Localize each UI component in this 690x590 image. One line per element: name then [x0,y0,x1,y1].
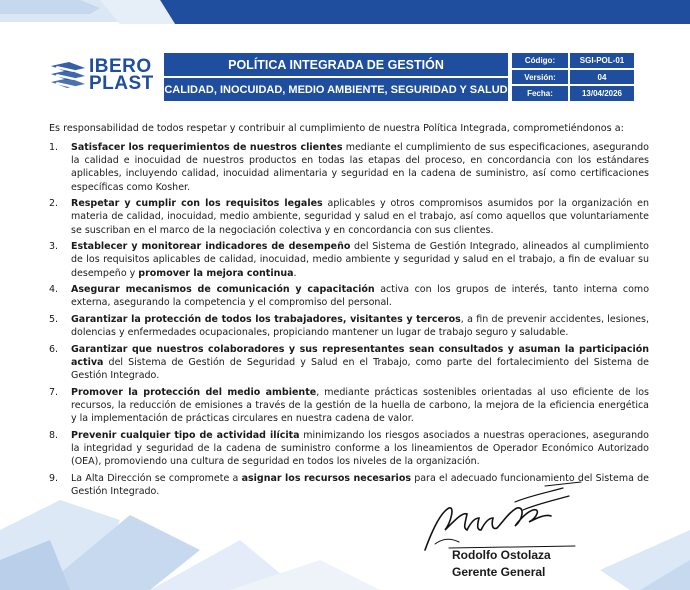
item-number: 7. [49,386,59,398]
meta-row-code [511,52,635,69]
meta-label: Versión: [511,69,569,86]
item-bold-text: Garantizar que nuestros colaboradores y sus representantes sean consultados y asuman la participación activa [71,343,649,368]
list-item [49,141,649,194]
item-bold-text: Establecer y monitorear indicadores de desempeño [71,241,351,253]
item-bold-text: Promover la protección del medio ambiente [71,386,317,398]
item-text: del Sistema de Gestión Integrado, alineados al cumplimiento de los requisitos aplicables de calidad, inocuidad, medio ambiente y seguridad y salud en el trabajo, a fin de evaluar su desempeño y [71,241,649,279]
item-bold-text: asignar los recursos necesarios [241,472,411,484]
list-item [49,313,649,339]
handwritten-signature-icon [405,478,595,558]
item-bold-text: Respetar y cumplir con los requisitos legales [71,198,323,210]
list-item [49,197,649,237]
meta-value: SGI-POL-01 [569,52,635,69]
item-text: para el adecuado funcionamiento del Sistema de Gestión Integrado. [71,472,649,497]
item-text: del Sistema de Gestión de Seguridad y Salud en el Trabajo, como parte del fortalecimiento del Sistema de Gestión Integrado. [71,357,649,382]
intro-paragraph: Es responsabilidad de todos respetar y contribuir al cumplimiento de nuestra Política Integrada, comprometiéndonos a: [49,123,624,134]
signatory-role: Gerente General [452,565,546,579]
item-text: aplicables y otros compromisos asumidos por la organización en materia de calidad, inocuidad, medio ambiente, seguridad y salud en el trabajo, así como aquellos que voluntariamente se suscriban en el marco de la negociación colectiva y en concordancia con sus clientes. [71,198,649,236]
commitments-list [49,141,649,502]
item-text: , mediante prácticas sostenibles orientadas al uso eficiente de los recursos, la reducción de emisiones a través de la gestión de la huella de carbono, la mejora de la eficiencia energética y la implementación de prácticas circulares en nuestra cadena de valor. [71,386,649,425]
iberoplast-logo [45,52,163,102]
list-item [49,343,649,383]
meta-label: Fecha: [511,85,569,102]
meta-value: 13/04/2026 [569,85,635,102]
item-bold-text: Asegurar mecanismos de comunicación y capacitación [71,284,375,296]
item-number: 1. [49,142,59,153]
meta-label: Código: [511,52,569,69]
item-text: minimizando los riesgos asociados a nuestras operaciones, asegurando la integridad y seguridad de la cadena de suministro conforme a los lineamientos de Operador Económico Autorizado (OEA), promoviendo una cultura de seguridad en todos los niveles de la organización. [71,429,649,468]
item-bold-text: Prevenir cualquier tipo de actividad ilícita [71,429,300,441]
iberoplast-logo-mark-icon [49,60,87,94]
item-bold-text: Garantizar la protección de todos los trabajadores, visitantes y terceros [71,314,461,325]
meta-row-date [511,85,635,102]
document-meta-table [511,52,635,102]
item-number: 8. [49,429,59,441]
document-subtitle: CALIDAD, INOCUIDAD, MEDIO AMBIENTE, SEGURIDAD Y SALUD [163,77,509,102]
title-block [163,52,509,102]
top-decorative-band [0,0,690,28]
item-number: 3. [49,241,59,253]
document-title: POLÍTICA INTEGRADA DE GESTIÓN [163,52,509,77]
item-number: 9. [49,472,59,484]
meta-value: 04 [569,69,635,86]
list-item [49,283,649,309]
meta-row-version [511,69,635,86]
signatory-name: Rodolfo Ostolaza [452,548,551,562]
item-text: , a fin de prevenir accidentes, lesiones, dolencias y enfermedades ocupacionales, propiciando mantener un lugar de trabajo seguro y saludable. [71,314,649,339]
item-bold-text: Satisfacer los requerimientos de nuestros clientes [71,142,343,153]
logo-line-1: IBERO [89,56,152,77]
document-header [45,52,635,102]
item-number: 4. [49,284,59,296]
item-text: mediante el cumplimiento de sus especificaciones, asegurando la calidad e inocuidad de nuestros productos en todas las etapas del proceso, en concordancia con los estándares aplicables, incluyendo calidad, inocuidad alimentaria y seguridad en la cadena de suministro, así como certificaciones específicas como Kosher. [71,142,649,193]
item-number: 2. [49,198,59,210]
item-text-pre: La Alta Dirección se compromete a [71,472,242,484]
item-number: 5. [49,314,59,325]
item-bold-text-2: promover la mejora continua [138,267,294,279]
item-text-2: . [293,267,297,279]
item-number: 6. [49,343,59,355]
item-text: activa con los grupos de interés, tanto interna como externa, asegurando la competencia y el compromiso del personal. [71,284,650,309]
logo-wordmark [89,58,154,92]
logo-line-2: PLAST [89,73,154,94]
list-item [49,240,649,280]
list-item [49,386,649,426]
